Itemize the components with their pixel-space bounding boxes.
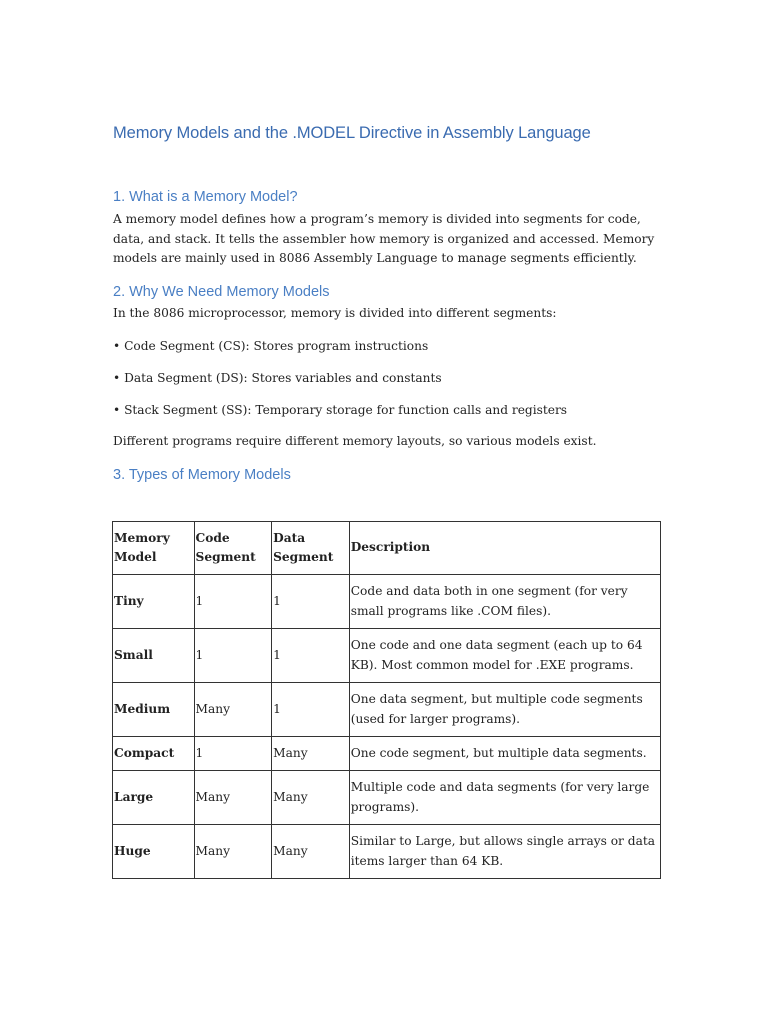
table-row [113,737,661,771]
section-2-closing: Different programs require different memory layouts, so various models exist. [113,434,597,448]
code-segment-cell: 1 [194,629,272,683]
table-header-row [113,522,661,575]
code-segment-cell: Many [194,683,272,737]
code-segment-cell: 1 [194,737,272,771]
model-name-cell: Large [113,771,195,825]
section-1-paragraph: A memory model defines how a program’s memory is divided into segments for code, data, and stack. It tells the assembler how memory is organized and accessed. Memory models are mainly used in 8086 Assembly Language to manage segments efficiently. [113,212,655,265]
bullet-stack-segment: • Stack Segment (SS): Temporary storage for function calls and registers [113,403,568,417]
code-segment-cell: Many [194,771,272,825]
bullet-code-segment: • Code Segment (CS): Stores program instructions [113,339,429,353]
table-row [113,683,661,737]
description-cell: Code and data both in one segment (for very small programs like .COM files). [349,575,660,629]
data-segment-cell: 1 [272,575,350,629]
table-row [113,575,661,629]
data-segment-cell: Many [272,737,350,771]
model-name-cell: Tiny [113,575,195,629]
memory-models-table [112,521,661,879]
table-row [113,771,661,825]
description-cell: One code segment, but multiple data segments. [349,737,660,771]
model-name-cell: Small [113,629,195,683]
description-cell: Multiple code and data segments (for very large programs). [349,771,660,825]
description-cell: Similar to Large, but allows single arrays or data items larger than 64 KB. [349,825,660,879]
table-row [113,629,661,683]
model-name-cell: Medium [113,683,195,737]
header-memory-model: Memory Model [113,522,195,575]
header-description: Description [349,522,660,575]
header-data-segment: Data Segment [272,522,350,575]
document-title: Memory Models and the .MODEL Directive in Assembly Language [113,124,591,142]
data-segment-cell: Many [272,771,350,825]
table-row [113,825,661,879]
header-code-segment: Code Segment [194,522,272,575]
section-2-intro: In the 8086 microprocessor, memory is divided into different segments: [113,306,557,320]
code-segment-cell: 1 [194,575,272,629]
section-1-heading: 1. What is a Memory Model? [113,189,298,205]
data-segment-cell: Many [272,825,350,879]
model-name-cell: Compact [113,737,195,771]
model-name-cell: Huge [113,825,195,879]
section-3-heading: 3. Types of Memory Models [113,467,291,483]
section-2-heading: 2. Why We Need Memory Models [113,284,330,300]
bullet-data-segment: • Data Segment (DS): Stores variables and constants [113,371,442,385]
data-segment-cell: 1 [272,629,350,683]
description-cell: One data segment, but multiple code segments (used for larger programs). [349,683,660,737]
data-segment-cell: 1 [272,683,350,737]
description-cell: One code and one data segment (each up to 64 KB). Most common model for .EXE programs. [349,629,660,683]
code-segment-cell: Many [194,825,272,879]
